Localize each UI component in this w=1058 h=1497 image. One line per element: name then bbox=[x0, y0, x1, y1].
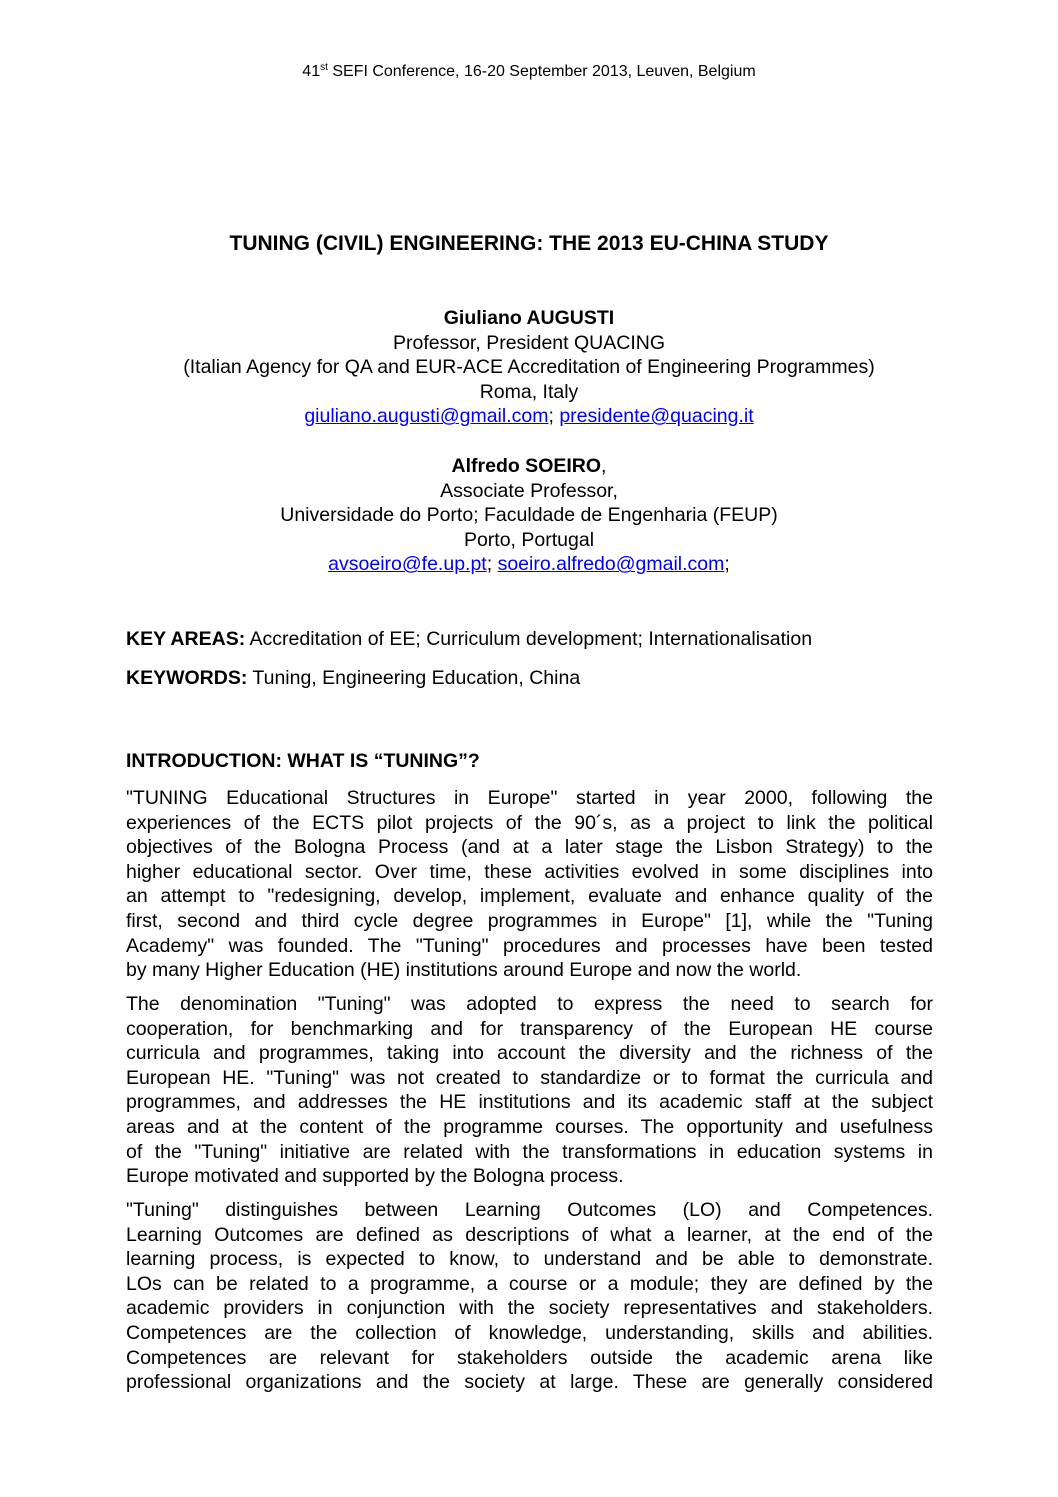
author-block-soeiro bbox=[0, 454, 1058, 577]
email-link[interactable]: avsoeiro@fe.up.pt bbox=[328, 553, 487, 576]
author-name-suffix: , bbox=[601, 455, 607, 477]
conference-name: SEFI Conference, 16-20 September 2013, Leuven, Belgium bbox=[327, 63, 756, 80]
paragraph-line: first, second and third cycle degree programmes in Europe" [1], while the "Tuning bbox=[126, 909, 933, 932]
paragraph-line: objectives of the Bologna Process (and at a later stage the Lisbon Strategy) to the bbox=[126, 836, 933, 859]
paragraph-line: learning process, is expected to know, to understand and be able to demonstrate. bbox=[126, 1248, 933, 1271]
paragraph-line: Europe motivated and supported by the Bologna process. bbox=[126, 1165, 624, 1188]
key-areas-label: KEY AREAS: bbox=[126, 628, 246, 650]
paragraph-line: of the "Tuning" initiative are related with the transformations in education systems in bbox=[126, 1140, 933, 1163]
email-trailer: ; bbox=[724, 553, 730, 576]
paragraph-line: LOs can be related to a programme, a course or a module; they are defined by the bbox=[126, 1272, 933, 1295]
paragraph-line: higher educational sector. Over time, these activities evolved in some disciplines into bbox=[126, 860, 933, 883]
paragraph-line: areas and at the content of the programme courses. The opportunity and usefulness bbox=[126, 1115, 933, 1138]
email-link[interactable]: soeiro.alfredo@gmail.com bbox=[497, 553, 725, 576]
author-location: Porto, Portugal bbox=[463, 528, 595, 551]
keywords-value: Tuning, Engineering Education, China bbox=[247, 667, 581, 689]
paragraph-line: academic providers in conjunction with the society representatives and stakeholders. bbox=[126, 1297, 933, 1320]
paragraph-line: Competences are the collection of knowledge, understanding, skills and abilities. bbox=[126, 1321, 933, 1344]
email-link[interactable]: presidente@quacing.it bbox=[559, 405, 754, 428]
email-separator: ; bbox=[548, 405, 560, 428]
paragraph-line: an attempt to "redesigning, develop, implement, evaluate and enhance quality of the bbox=[126, 885, 933, 908]
key-areas-value: Accreditation of EE; Curriculum development; Internationalisation bbox=[245, 628, 813, 650]
author-location: Roma, Italy bbox=[479, 380, 579, 403]
author-name: Alfredo SOEIRO bbox=[451, 455, 602, 477]
paragraph-line: by many Higher Education (HE) institutions around Europe and now the world. bbox=[126, 959, 802, 982]
email-link[interactable]: giuliano.augusti@gmail.com bbox=[304, 405, 549, 428]
keywords bbox=[126, 666, 936, 690]
author-affiliation: (Italian Agency for QA and EUR-ACE Accreditation of Engineering Programmes) bbox=[183, 356, 875, 379]
author-position: Professor, President QUACING bbox=[392, 331, 665, 354]
key-areas bbox=[126, 627, 936, 651]
author-affiliation: Universidade do Porto; Faculdade de Engenharia (FEUP) bbox=[280, 504, 778, 527]
email-separator: ; bbox=[486, 553, 498, 576]
paragraph-line: programmes, and addresses the HE institutions and its academic staff at the subject bbox=[126, 1091, 933, 1114]
author-name-line bbox=[0, 454, 1058, 479]
author-emails bbox=[0, 404, 1058, 429]
paragraph-line: European HE. "Tuning" was not created to standardize or to format the curricula and bbox=[126, 1066, 933, 1089]
conference-ordinal-suffix: st bbox=[320, 62, 328, 73]
paragraph-line: cooperation, for benchmarking and for transparency of the European HE course bbox=[126, 1017, 933, 1040]
running-header bbox=[0, 61, 1058, 83]
paragraph-line: "TUNING Educational Structures in Europe" started in year 2000, following the bbox=[126, 787, 933, 809]
author-emails bbox=[0, 552, 1058, 577]
conference-ordinal: 41 bbox=[302, 63, 321, 80]
author-position: Associate Professor, bbox=[440, 479, 618, 502]
paragraph bbox=[126, 992, 933, 1189]
paragraph-line: Competences are relevant for stakeholders outside the academic arena like bbox=[126, 1346, 933, 1369]
paragraph-line: "Tuning" distinguishes between Learning Outcomes (LO) and Competences. bbox=[126, 1199, 933, 1221]
keywords-label: KEYWORDS: bbox=[126, 667, 248, 689]
paragraph bbox=[126, 1198, 933, 1395]
paragraph-line: experiences of the ECTS pilot projects of the 90´s, as a project to link the political bbox=[126, 811, 933, 834]
section-heading: INTRODUCTION: WHAT IS “TUNING”? bbox=[126, 750, 480, 772]
paragraph-line: Academy" was founded. The "Tuning" procedures and processes have been tested bbox=[126, 934, 933, 957]
author-name: Giuliano AUGUSTI bbox=[443, 307, 615, 329]
paper-title: TUNING (CIVIL) ENGINEERING: THE 2013 EU-CHINA STUDY bbox=[229, 232, 829, 255]
paragraph bbox=[126, 786, 933, 983]
paragraph-line: curricula and programmes, taking into account the diversity and the richness of the bbox=[126, 1042, 933, 1065]
paragraph-line: professional organizations and the society at large. These are generally considered bbox=[126, 1371, 933, 1394]
paragraph-line: Learning Outcomes are defined as descriptions of what a learner, at the end of the bbox=[126, 1223, 933, 1246]
author-block-augusti bbox=[0, 306, 1058, 429]
paragraph-line: The denomination "Tuning" was adopted to express the need to search for bbox=[126, 993, 933, 1015]
